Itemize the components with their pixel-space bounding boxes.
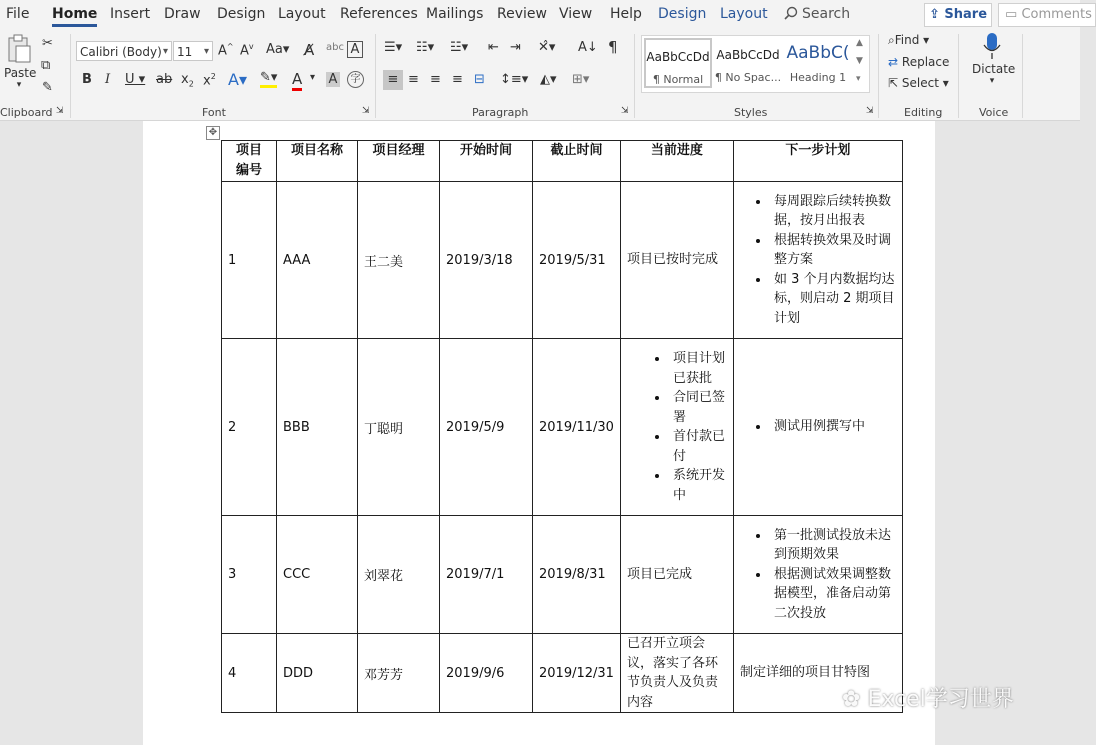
style-sample: AaBbCcDd [716, 48, 780, 62]
column-header: 下一步计划 [733, 141, 902, 182]
font-color-icon[interactable]: A [292, 70, 302, 91]
text-effects-icon[interactable]: A▾ [228, 70, 247, 89]
superscript-icon[interactable]: $x^2$ [203, 72, 216, 89]
italic-icon[interactable]: I [105, 72, 111, 87]
list-item: • 合同已签署 [669, 388, 727, 427]
share-icon: ⇪ [928, 7, 940, 22]
search-label: Search [802, 6, 851, 22]
cell-end-date[interactable]: 2019/11/30 [533, 339, 621, 516]
clipboard-icon [5, 34, 33, 64]
cell-start-date[interactable]: 2019/5/9 [440, 339, 533, 516]
multilevel-list-icon[interactable]: ☳▾ [450, 40, 469, 55]
list-item: • 测试用例撰写中 [770, 417, 896, 437]
column-header: 当前进度 [620, 141, 733, 182]
list-item: • 项目计划已获批 [669, 349, 727, 388]
voice-group-label: Voice [979, 106, 1009, 119]
separator [1022, 34, 1023, 118]
list-item: • 首付款已付 [669, 427, 727, 466]
cell-plan[interactable] [733, 516, 902, 634]
cell-progress-text: 项目已按时完成 [626, 252, 718, 268]
highlight-icon[interactable]: ✎▾ [260, 70, 277, 88]
share-label: Share [944, 7, 988, 22]
chevron-down-icon[interactable]: ▾ [310, 72, 316, 83]
menu-bar [0, 0, 1092, 30]
show-formatting-marks-icon[interactable]: ¶ [608, 38, 618, 56]
decrease-indent-icon[interactable]: ⇤ [488, 40, 499, 55]
phonetic-guide-icon[interactable]: abc [326, 42, 344, 53]
bullet-list [740, 417, 896, 437]
style-sample: AaBbC( [786, 43, 850, 63]
tab-design-table[interactable]: Design [658, 6, 707, 22]
style-name: ¶ Normal [652, 73, 704, 86]
styles-gallery [641, 35, 870, 93]
align-center-icon[interactable]: ≡ [408, 72, 419, 87]
scroll-down-icon[interactable]: ▼ [856, 56, 863, 66]
cell-manager[interactable]: 丁聪明 [358, 339, 440, 516]
align-right-icon[interactable]: ≡ [430, 72, 441, 87]
replace-label: Replace [901, 55, 950, 69]
tab-layout-table[interactable]: Layout [720, 6, 768, 22]
paste-button[interactable] [4, 34, 37, 90]
cell-name[interactable]: CCC [277, 516, 358, 634]
list-item: • 根据转换效果及时调整方案 [770, 231, 896, 270]
tab-layout[interactable]: Layout [278, 6, 326, 22]
font-group-label: Font [202, 106, 226, 119]
cell-start-date[interactable]: 2019/3/18 [440, 182, 533, 339]
align-left-icon[interactable]: ≡ [383, 70, 403, 90]
justify-icon[interactable]: ≡ [452, 72, 463, 87]
bullet-list [627, 349, 727, 505]
font-name-combo[interactable]: Calibri (Body) ▾ [76, 41, 172, 61]
replace-icon: ⇄ [888, 55, 899, 69]
search-box[interactable] [784, 6, 850, 22]
format-painter-icon[interactable]: ✎ [42, 80, 53, 95]
cell-manager[interactable]: 刘翠花 [358, 516, 440, 634]
cell-end-date[interactable]: 2019/12/31 [533, 634, 621, 713]
chevron-down-icon: ▾ [16, 80, 22, 90]
shading-icon[interactable]: ◭▾ [540, 72, 557, 87]
column-header: 项目名称 [277, 141, 358, 182]
table-row [222, 516, 903, 634]
copy-icon[interactable]: ⧉ [41, 58, 51, 73]
cell-start-date[interactable]: 2019/9/6 [440, 634, 533, 713]
strikethrough-icon[interactable]: ab [156, 72, 173, 87]
style-item[interactable] [714, 38, 782, 88]
cell-manager[interactable]: 王二美 [358, 182, 440, 339]
ribbon [0, 30, 1080, 121]
comments-button[interactable] [998, 3, 1096, 27]
sort-icon[interactable]: A↓ [578, 40, 598, 55]
separator [878, 34, 879, 118]
bullet-list [740, 526, 896, 624]
separator [958, 34, 959, 118]
cell-id[interactable]: 1 [222, 182, 277, 339]
tab-home[interactable]: Home [52, 6, 98, 22]
list-item: • 根据测试效果调整数据模型，准备启动第二次投放 [770, 565, 896, 624]
find-icon: ⌕ [888, 33, 895, 47]
tab-references[interactable]: References [340, 6, 418, 22]
clipboard-group-label: Clipboard [0, 106, 53, 119]
dialog-launcher-icon[interactable]: ⇲ [56, 106, 64, 116]
tab-view[interactable]: View [559, 6, 593, 22]
cell-progress[interactable] [620, 634, 733, 713]
style-name: Heading 1 [789, 71, 847, 84]
table-row [222, 182, 903, 339]
chevron-down-icon: ▾ [989, 76, 995, 86]
line-spacing-icon[interactable]: ↕≡▾ [500, 72, 529, 87]
column-header: 项目经理 [358, 141, 440, 182]
cell-plan[interactable] [733, 339, 902, 516]
more-styles-icon[interactable]: ▾ [856, 74, 861, 84]
style-item[interactable] [784, 38, 852, 88]
cut-icon[interactable]: ✂ [42, 36, 53, 51]
column-header: 开始时间 [440, 141, 533, 182]
share-button[interactable] [924, 3, 992, 27]
column-header: 截止时间 [533, 141, 621, 182]
dialog-launcher-icon[interactable]: ⇲ [866, 106, 874, 116]
cell-plan[interactable] [733, 182, 902, 339]
dictate-label: Dictate [972, 62, 1016, 76]
wechat-icon: ✿ [842, 687, 861, 712]
tab-insert[interactable]: Insert [110, 6, 151, 22]
style-sample: AaBbCcDd [646, 50, 710, 64]
find-label: Find [894, 33, 920, 47]
watermark-text: Excel学习世界 [867, 687, 1014, 712]
table-row [222, 339, 903, 516]
cell-name[interactable]: DDD [277, 634, 358, 713]
replace-button[interactable] [888, 55, 949, 69]
tab-design[interactable]: Design [217, 6, 266, 22]
increase-indent-icon[interactable]: ⇥ [510, 40, 521, 55]
bullets-icon[interactable]: ☰▾ [384, 40, 403, 55]
underline-icon[interactable]: U ▾ [125, 72, 146, 87]
cell-plan-text: 制定详细的项目甘特图 [739, 665, 870, 681]
select-label: Select [901, 76, 939, 90]
select-button[interactable]: ⇱ Select ▾ [888, 76, 949, 90]
tab-help[interactable]: Help [610, 6, 642, 22]
separator [634, 34, 635, 118]
cell-end-date[interactable]: 2019/5/31 [533, 182, 621, 339]
column-header: 项目 编号 [222, 141, 277, 182]
table-move-handle-icon[interactable]: ✥ [206, 126, 220, 140]
clear-formatting-icon[interactable]: A̸ [304, 41, 315, 59]
tab-mailings[interactable]: Mailings [426, 6, 484, 22]
dictate-button[interactable] [972, 32, 1016, 86]
list-item: • 第一批测试投放未达到预期效果 [770, 526, 896, 565]
list-item: • 如 3 个月内数据均达标，则启动 2 期项目计划 [770, 270, 896, 329]
cell-end-date[interactable]: 2019/8/31 [533, 516, 621, 634]
list-item: • 每周跟踪后续转换数据，按月出报表 [770, 192, 896, 231]
table-body [222, 182, 903, 713]
editing-group-label: Editing [904, 106, 943, 119]
styles-group-label: Styles [734, 106, 768, 119]
cell-start-date[interactable]: 2019/7/1 [440, 516, 533, 634]
dialog-launcher-icon[interactable]: ⇲ [362, 106, 370, 116]
character-border-icon[interactable]: A [347, 41, 363, 58]
bold-icon[interactable]: B [82, 72, 92, 87]
style-item[interactable] [644, 38, 712, 88]
tab-review[interactable]: Review [497, 6, 547, 22]
separator [70, 34, 71, 118]
cell-id[interactable]: 2 [222, 339, 277, 516]
search-icon [784, 6, 798, 20]
enclose-characters-icon[interactable]: 字 [347, 71, 364, 88]
cell-id[interactable]: 4 [222, 634, 277, 713]
cell-progress[interactable] [620, 339, 733, 516]
numbering-icon[interactable]: ☷▾ [416, 40, 435, 55]
subscript-icon[interactable]: $x_2$ [181, 72, 194, 89]
cell-progress-text: 项目已完成 [626, 566, 692, 582]
font-size-combo[interactable]: 11 ▾ [173, 41, 213, 61]
scroll-up-icon[interactable]: ▲ [856, 38, 863, 48]
paste-label: Paste [4, 66, 37, 80]
comment-icon: ▭ [1005, 7, 1018, 22]
cell-name[interactable]: BBB [277, 339, 358, 516]
bullet-list [740, 192, 896, 329]
comments-label: Comments [1021, 7, 1092, 22]
grow-font-icon[interactable]: A^ [218, 42, 234, 59]
distributed-icon[interactable]: ⊟ [474, 72, 485, 87]
tab-file[interactable]: File [6, 6, 30, 22]
shrink-font-icon[interactable]: $A^v$ [240, 42, 254, 59]
asian-layout-icon[interactable]: ✕̂▾ [538, 40, 556, 55]
find-button[interactable]: ⌕Find ▾ [888, 33, 930, 47]
style-name: ¶ No Spac... [714, 71, 782, 84]
cell-progress[interactable] [620, 516, 733, 634]
cell-id[interactable]: 3 [222, 516, 277, 634]
watermark [842, 682, 1014, 713]
tab-draw[interactable]: Draw [164, 6, 201, 22]
cell-manager[interactable]: 邓芳芳 [358, 634, 440, 713]
table-row [222, 634, 903, 713]
cell-name[interactable]: AAA [277, 182, 358, 339]
cell-progress-text: 已召开立项会议，落实了各环节负责人及负责内容 [626, 636, 718, 710]
cell-progress[interactable] [620, 182, 733, 339]
project-table [221, 140, 903, 713]
paragraph-group-label: Paragraph [472, 106, 529, 119]
dialog-launcher-icon[interactable]: ⇲ [621, 106, 629, 116]
borders-icon[interactable]: ⊞▾ [572, 72, 590, 87]
microphone-icon [983, 32, 1001, 60]
change-case-icon[interactable]: Aa▾ [266, 42, 290, 57]
cursor-icon: ⇱ [888, 76, 899, 90]
separator [375, 34, 376, 118]
list-item: • 系统开发中 [669, 466, 727, 505]
table-header-row [222, 141, 903, 182]
character-shading-icon[interactable]: A [326, 72, 340, 87]
